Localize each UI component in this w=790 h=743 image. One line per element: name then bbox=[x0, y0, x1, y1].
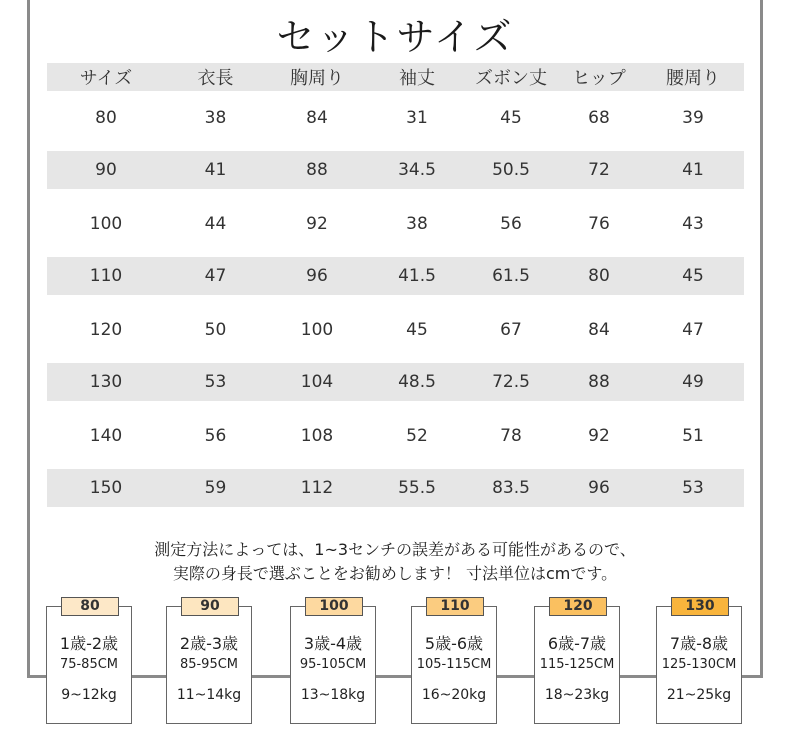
age-range: 2歳-3歳 bbox=[179, 634, 239, 653]
header-sleeve: 袖丈 bbox=[399, 68, 435, 89]
table-cell: 49 bbox=[682, 372, 704, 392]
table-cell: 78 bbox=[500, 425, 522, 446]
size-card bbox=[46, 598, 132, 724]
header-size: サイズ bbox=[79, 68, 133, 89]
weight-range: 9~12kg bbox=[61, 687, 117, 703]
size-card bbox=[534, 598, 620, 724]
size-card bbox=[411, 598, 497, 724]
table-cell: 38 bbox=[204, 107, 227, 128]
table-cell: 56 bbox=[500, 213, 522, 234]
table-body bbox=[47, 91, 744, 507]
table-cell: 52 bbox=[406, 425, 428, 446]
note-line-2: 実際の身長で選ぶことをお勧めします！ 寸法単位はcmです。 bbox=[172, 564, 618, 583]
table-cell: 72 bbox=[588, 160, 610, 180]
table-cell: 51 bbox=[682, 425, 704, 446]
table-cell: 41 bbox=[204, 160, 227, 180]
table-row bbox=[47, 197, 744, 250]
header-length: 衣長 bbox=[197, 68, 234, 89]
measurement-note bbox=[0, 538, 790, 586]
table-cell: 53 bbox=[204, 372, 227, 392]
table-cell: 56 bbox=[204, 425, 227, 446]
table-cell: 80 bbox=[95, 107, 117, 128]
table-cell: 45 bbox=[682, 266, 704, 286]
table-cell: 96 bbox=[306, 266, 328, 286]
age-range: 1歳-2歳 bbox=[59, 634, 119, 653]
table-header-row bbox=[47, 63, 744, 91]
table-cell: 48.5 bbox=[398, 372, 436, 392]
table-cell: 31 bbox=[406, 107, 428, 128]
table-cell: 59 bbox=[204, 478, 227, 498]
table-cell: 55.5 bbox=[398, 478, 436, 498]
table-cell: 92 bbox=[588, 425, 610, 446]
size-badge: 130 bbox=[671, 597, 729, 616]
table-cell: 50.5 bbox=[492, 160, 530, 180]
page-title: セットサイズ bbox=[276, 15, 514, 59]
table-cell: 88 bbox=[588, 372, 610, 392]
size-badge: 90 bbox=[181, 597, 239, 616]
size-badge: 80 bbox=[61, 597, 119, 616]
table-cell: 83.5 bbox=[492, 478, 530, 498]
size-card bbox=[290, 598, 376, 724]
table-cell: 110 bbox=[89, 266, 123, 286]
table-cell: 43 bbox=[682, 213, 704, 234]
note-line-1: 測定方法によっては、1~3センチの誤差がある可能性があるので、 bbox=[154, 540, 636, 559]
table-cell: 45 bbox=[500, 107, 522, 128]
size-card bbox=[166, 598, 252, 724]
table-cell: 80 bbox=[588, 266, 610, 286]
table-cell: 96 bbox=[588, 478, 610, 498]
table-cell: 67 bbox=[500, 319, 522, 340]
height-range: 75-85CM bbox=[59, 657, 119, 672]
weight-range: 18~23kg bbox=[544, 687, 610, 703]
table-cell: 130 bbox=[89, 372, 123, 392]
table-row bbox=[47, 257, 744, 295]
size-table bbox=[47, 63, 744, 515]
height-range: 115-125CM bbox=[539, 657, 615, 672]
table-cell: 100 bbox=[89, 213, 123, 234]
table-row bbox=[47, 469, 744, 507]
header-hip: ヒップ bbox=[572, 68, 626, 89]
weight-range: 11~14kg bbox=[176, 687, 242, 703]
table-cell: 104 bbox=[300, 372, 334, 392]
age-range: 3歳-4歳 bbox=[303, 634, 363, 653]
age-range: 5歳-6歳 bbox=[424, 634, 484, 653]
height-range: 85-95CM bbox=[179, 657, 239, 672]
table-cell: 90 bbox=[95, 160, 117, 180]
age-range: 7歳-8歳 bbox=[669, 634, 729, 653]
weight-range: 21~25kg bbox=[666, 687, 732, 703]
age-range: 6歳-7歳 bbox=[547, 634, 607, 653]
table-cell: 39 bbox=[682, 107, 704, 128]
table-cell: 41.5 bbox=[398, 266, 436, 286]
header-chest: 胸周り bbox=[290, 68, 344, 89]
size-badge: 110 bbox=[426, 597, 484, 616]
height-range: 95-105CM bbox=[299, 657, 367, 672]
table-cell: 45 bbox=[406, 319, 428, 340]
table-cell: 112 bbox=[300, 478, 334, 498]
table-cell: 100 bbox=[300, 319, 334, 340]
table-cell: 92 bbox=[306, 213, 328, 234]
height-range: 125-130CM bbox=[661, 657, 737, 672]
table-row bbox=[47, 151, 744, 189]
table-cell: 44 bbox=[204, 213, 227, 234]
table-cell: 34.5 bbox=[398, 160, 436, 180]
header-waist: 腰周り bbox=[666, 68, 720, 89]
height-range: 105-115CM bbox=[416, 657, 492, 672]
table-cell: 120 bbox=[89, 319, 123, 340]
table-row bbox=[47, 91, 744, 144]
table-cell: 140 bbox=[89, 425, 123, 446]
weight-range: 16~20kg bbox=[421, 687, 487, 703]
table-cell: 61.5 bbox=[492, 266, 530, 286]
table-cell: 68 bbox=[588, 107, 610, 128]
table-cell: 53 bbox=[682, 478, 704, 498]
table-cell: 76 bbox=[588, 213, 610, 234]
table-cell: 47 bbox=[682, 319, 704, 340]
table-row bbox=[47, 409, 744, 462]
table-cell: 88 bbox=[306, 160, 328, 180]
size-badge: 120 bbox=[549, 597, 607, 616]
table-cell: 50 bbox=[204, 319, 227, 340]
table-cell: 41 bbox=[682, 160, 704, 180]
table-cell: 38 bbox=[406, 213, 428, 234]
size-card bbox=[656, 598, 742, 724]
weight-range: 13~18kg bbox=[300, 687, 366, 703]
table-cell: 84 bbox=[306, 107, 328, 128]
table-row bbox=[47, 303, 744, 356]
table-cell: 84 bbox=[588, 319, 610, 340]
table-row bbox=[47, 363, 744, 401]
size-badge: 100 bbox=[305, 597, 363, 616]
header-pants-length: ズボン丈 bbox=[475, 68, 547, 89]
table-cell: 47 bbox=[204, 266, 227, 286]
table-cell: 108 bbox=[300, 425, 334, 446]
table-cell: 150 bbox=[89, 478, 123, 498]
table-cell: 72.5 bbox=[492, 372, 530, 392]
